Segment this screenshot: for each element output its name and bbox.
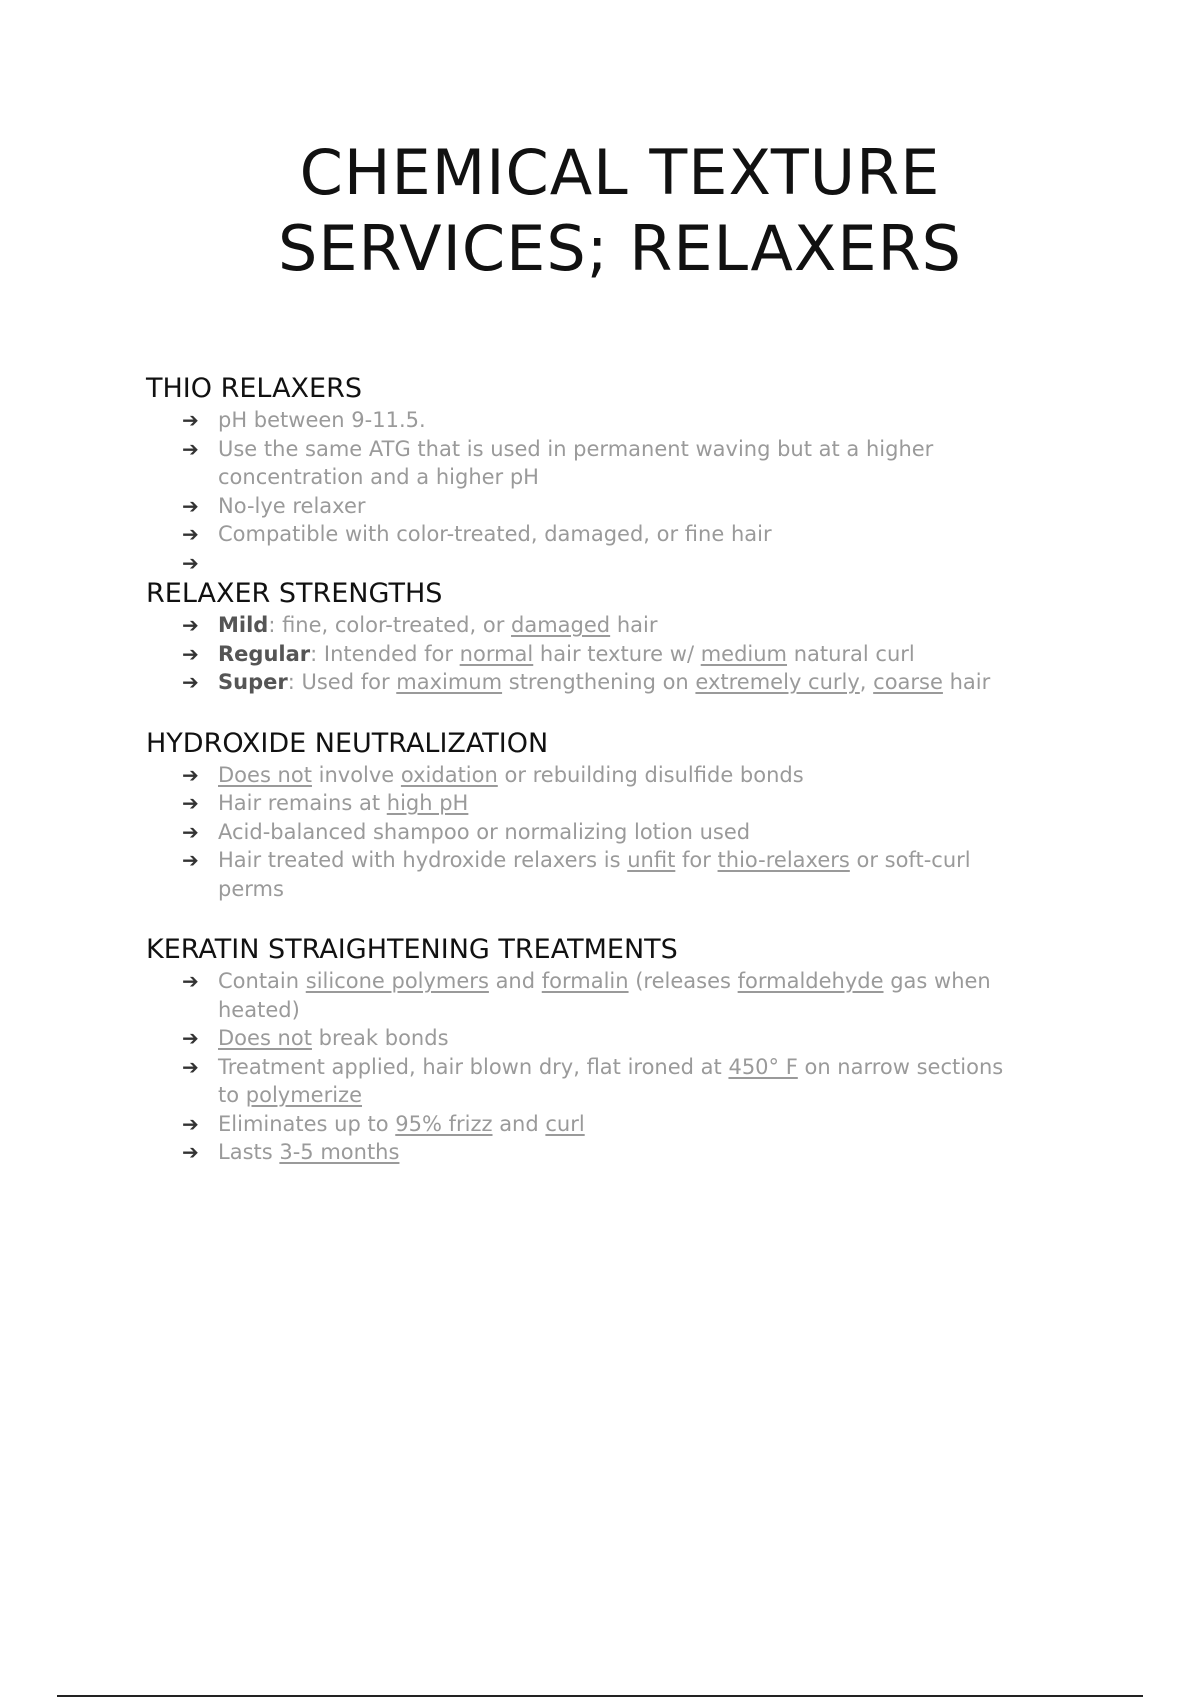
list-item: ➔ Hair remains at high pH xyxy=(218,789,1096,818)
list-item: ➔ Acid-balanced shampoo or normalizing lotion used xyxy=(218,818,1096,847)
list-item: ➔ Mild: fine, color-treated, or damaged hair xyxy=(218,611,1096,640)
list-item: ➔ Treatment applied, hair blown dry, flat ironed at 450° F on narrow sections to polymerize xyxy=(182,1054,1004,1107)
arrow-bullet-icon: ➔ xyxy=(182,408,199,432)
list-item: ➔ Hair treated with hydroxide relaxers is unfit for thio-relaxers or soft-curl perms xyxy=(182,848,971,901)
section-hydroxide-neutralization xyxy=(146,727,1096,904)
notes-content xyxy=(146,372,1096,1167)
arrow-bullet-icon: ➔ xyxy=(182,641,199,666)
list-item: ➔ Super: Used for maximum strengthening on extremely curly, coarse hair xyxy=(218,668,1096,697)
section-thio-relaxers xyxy=(146,372,1096,577)
arrow-bullet-icon: ➔ xyxy=(182,670,199,694)
page-title xyxy=(0,135,1200,287)
arrow-bullet-icon: ➔ xyxy=(182,969,199,993)
section-heading: THIO RELAXERS xyxy=(146,373,362,404)
section-keratin-straightening xyxy=(146,933,1096,1167)
arrow-bullet-icon: ➔ xyxy=(182,848,199,872)
list-item: ➔ Use the same ATG that is used in permanent waving but at a higher concentration and a higher pH xyxy=(182,436,934,489)
list-item: ➔ No-lye relaxer xyxy=(218,492,1096,521)
list-item: ➔ Does not involve oxidation or rebuilding disulfide bonds xyxy=(218,761,1096,790)
list-item: ➔ Does not break bonds xyxy=(218,1024,1096,1053)
list-item: ➔ Contain silicone polymers and formalin (releases formaldehyde gas when heated) xyxy=(182,969,991,1022)
arrow-bullet-icon: ➔ xyxy=(182,791,199,815)
list-item-empty xyxy=(182,549,1096,578)
section-spacer xyxy=(146,697,1096,727)
arrow-bullet-icon: ➔ xyxy=(182,762,199,787)
list-item: ➔ Compatible with color-treated, damaged, or fine hair xyxy=(218,520,1096,549)
page-title-line-2: SERVICES; RELAXERS xyxy=(277,212,963,285)
footer-divider xyxy=(57,1695,1143,1697)
section-relaxer-strengths xyxy=(146,577,1096,697)
arrow-bullet-icon: ➔ xyxy=(182,1026,199,1050)
arrow-bullet-icon: ➔ xyxy=(182,1111,199,1136)
arrow-bullet-icon: ➔ xyxy=(182,550,199,575)
arrow-bullet-icon: ➔ xyxy=(182,436,199,461)
bullet-list xyxy=(146,967,1096,1167)
arrow-bullet-icon: ➔ xyxy=(182,493,199,518)
arrow-bullet-icon: ➔ xyxy=(182,613,199,637)
page-title-line-1: CHEMICAL TEXTURE xyxy=(299,136,941,209)
arrow-bullet-icon: ➔ xyxy=(182,1140,199,1164)
section-spacer xyxy=(146,903,1096,933)
list-item: ➔ pH between 9-11.5. xyxy=(218,406,1096,435)
bullet-list xyxy=(146,611,1096,697)
section-heading: KERATIN STRAIGHTENING TREATMENTS xyxy=(146,934,678,965)
list-item: ➔ Eliminates up to 95% frizz and curl xyxy=(218,1110,1096,1139)
arrow-bullet-icon: ➔ xyxy=(182,1054,199,1079)
bullet-list xyxy=(146,406,1096,577)
list-item: ➔ Regular: Intended for normal hair texture w/ medium natural curl xyxy=(218,640,1096,669)
bullet-list xyxy=(146,761,1096,904)
section-heading: RELAXER STRENGTHS xyxy=(146,578,443,609)
list-item: ➔ Lasts 3-5 months xyxy=(218,1138,1096,1167)
arrow-bullet-icon: ➔ xyxy=(182,522,199,546)
arrow-bullet-icon: ➔ xyxy=(182,819,199,844)
section-heading: HYDROXIDE NEUTRALIZATION xyxy=(146,727,549,759)
